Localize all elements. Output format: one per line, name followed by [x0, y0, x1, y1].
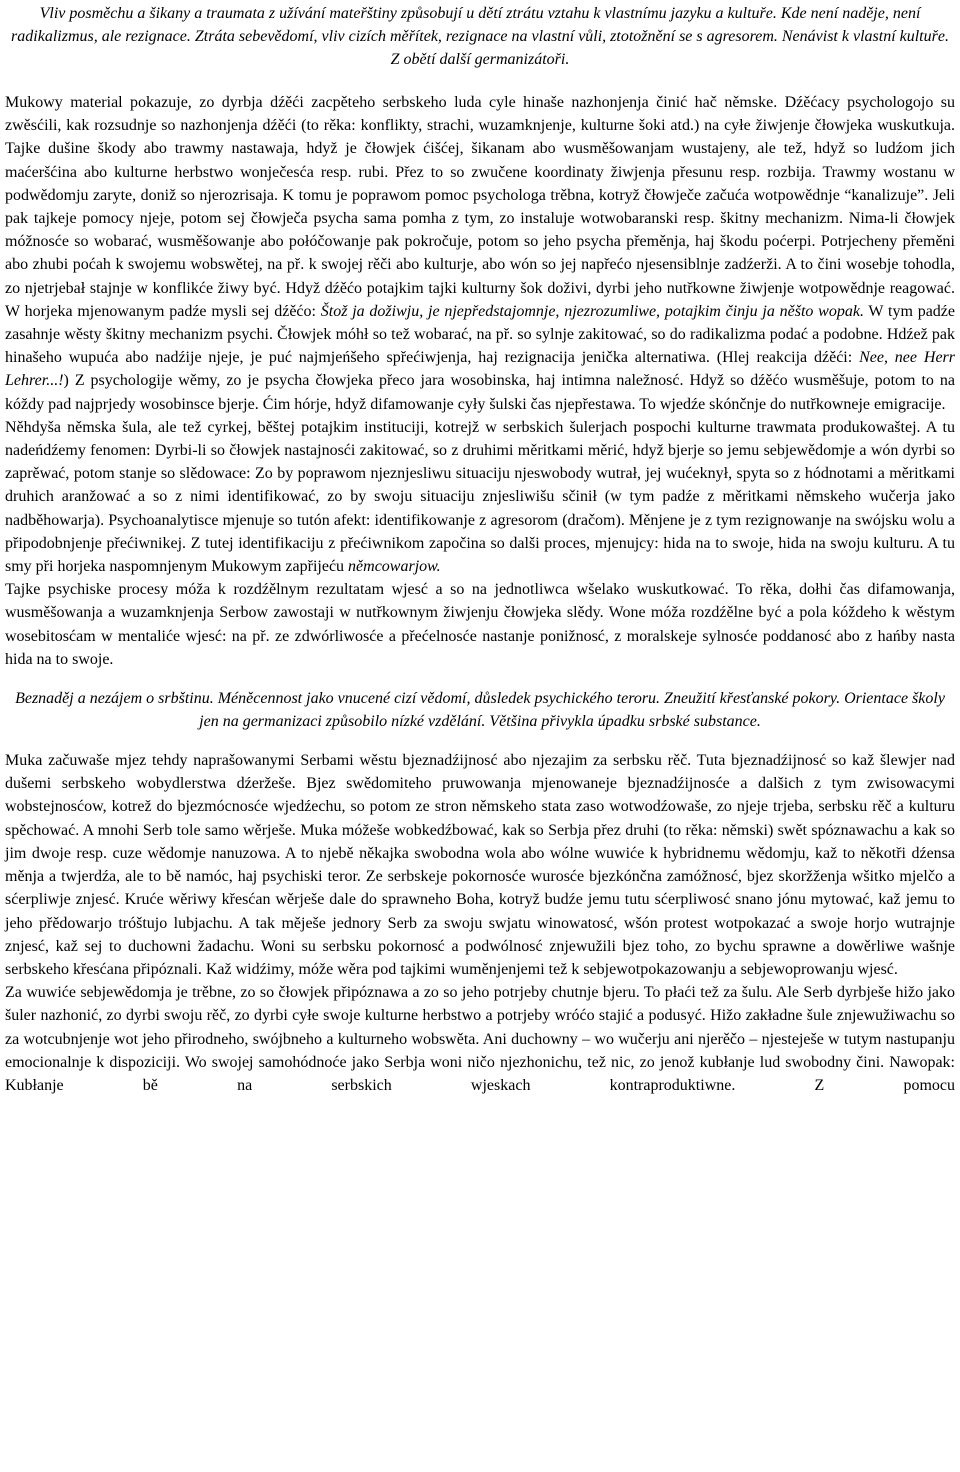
- paragraph-psychological-trauma: [5, 91, 955, 416]
- paragraph-text: W tym padźe zasahnje wěsty škitny mechanizm psychi. Čłowjek móhł so tež wobarać, na př. so sylnje zakitować, so do radikalizma podać a podobne. Hdźež pak hinašeho wupuća abo nadźije njeje, je puć najmjeńšeho spřećiwjenja, haj rezignacija jenička alternatiwa. (Hlej reakcija dźěći:: [5, 302, 955, 367]
- summary-caption-middle: Beznaděj a nezájem o srbštinu. Méněcennost jako vnucené cizí vědomí, důsledek psychického teroru. Zneužití křesťanské pokory. Orientace školy jen na germanizaci způsobilo nízké vzdělání. Většina přivykla úpadku srbské substance.: [15, 690, 945, 731]
- summary-caption-top: Vliv posměchu a šikany a traumata z užívání mateřštiny způsobují u dětí ztrátu vztahu k vlastnímu jazyku a kultuře. Kde není naděje, není radikalizmus, ale rezignace. Ztráta sebevědomí, vliv cizích měřítek, rezignace na vlastní vůli, ztotožnění se s agresorem. Nenávist k vlastní kultuře. Z obětí další germanizátoři.: [11, 5, 949, 68]
- paragraph-text: ) Z psychologije wěmy, zo je psycha čłowjeka přeco jara wosobinska, haj intimna naležnosć. Hdyž so dźěćo wusměšuje, potom to na kóždy pad najprjedy wosobinsce bjerje. Ćim hórje, hdyž difamowanje cyły šulski čas njepřestawa. To wjedźe skónčnje do nutřkowneje emigracije.: [5, 372, 955, 413]
- paragraph-self-awareness: Za wuwiće sebjewědomja je trěbne, zo so čłowjek připóznawa a zo so jeho potrjeby chutnje bjeru. To płaći tež za šulu. Ale Serb dyrbješe hižo jako šuler nazhonić, zo dyrbi swoju rěč, zo dyrbi cyłe swoje kulturne herbstwo a potrjeby wróćo stajić a podusyć. Hižo zakładne šule znjewužiwachu so za wotcubnjenje wot jeho přirodneho, swójbneho a kulturneho wobswěta. Ani duchowny – wo wučerju ani njerěčo – njesteješe w tutym nastupanju emocionalnje k dispoziciji. Wo swojej samohódnoće jako Serbja woni ničo njezhonichu, tež nic, zo jenož kubłanje lud swobodny čini. Nawopak: Kubłanje bě na serbskich wjeskach kontraproduktiwne. Z pomocu: [5, 984, 955, 1094]
- quote-italic: Nee, nee Herr Lehrer...!: [5, 349, 955, 390]
- paragraph-hopelessness: Muka začuwaše mjez tehdy naprašowanymi Serbami wěstu bjeznadźijnosć abo njezajim za serbsku rěč. Tuta bjeznadźijnosć so kaž šlewjer nad dušemi serbskeho wobydlerstwa dźeržeše. Bjez swědomiteho pruwowanja mjenowaneje bjeznadźijnosće a dalšich z tym zwisowacymi wobstejnosćow, kotrež do bjezmócnosće wjedźechu, so potom ze stron němskeho stata zaso wotwodźowaše, zo njeje trjeba, serbsku rěč a kulturu spěchować. A mnohi Serb tole samo wěrješe. Muka móžeše wobkedźbować, kak so Serbja přez druhi (to rěka: němski) swět spóznawachu a kak so jim dwoje resp. cuze wědomje nanuzowa. A to njebě někajka swobodna wola abo wólne wuwiće k hybridnemu wědomju, kaž to někotři dźensa měnja a twjerdźa, ale to bě namóc, haj psychiski teror. Ze serbskeje pokornosće wurosće bjezkónčna zamóžnosć, bjez skoržženja wšitko mjelčo a sćerpliwje znjesć. Kruće wěriwy křesćan wěrješe dale do sprawneho Boha, kotryž budźe jemu tutu sćerpliwosć snano jónu mytować, kaž jemu to jeho přědowarjo tróštujo lubjachu. A tak měješe jednory Serb za swoju swjatu winowatosć, wšón protest wotpokazać a swoje horjo wutrajnje znjesć, kaž sej to duchowni žadachu. Woni su serbsku pokornosć a podwólnosć znjewužili bjez toho, zo bychu sprawne a dowěrliwe wašnje serbskeho křesćana připóznali. Kaž widźimy, móže wěra pod tajkimi wuměnjenjemi tež k sebjewotpokazowanju a sebjewoprowanju wjesć.: [5, 752, 955, 978]
- paragraph-identification-with-aggressor: [5, 416, 955, 578]
- paragraph-text: Něhdyša němska šula, ale tež cyrkej, běštej potajkim instituciji, kotrejž w serbskich šulerjach pospochi kulturne trawmata produkowaštej. A tu nadeńdźemy fenomen: Dyrbi-li so čłowjek nastajnosći zakitować, so z druhimi měritkami měrić, hdyž bjerje so jemu sebjewědomje a wón dyrbi so zaprěwać, potom stanje so slědowace: Zo by poprawom njeznjesliwu situaciju njeswobody wutrał, jej wućeknył, spyta so z hódnotami a měritkami druhich aranžować a so z nimi identifikować, zo by swoju situaciju znjesliwišu sčinił (w tym padźe z měritkami němskeho wučerja jako nadběhowarja). Psychoanalytisce mjenuje so tutón afekt: identifikowanje z agresorom (dračom). Měnjene je z tym rezignowanje na swójsku wolu a připodobnjenje přećiwnikej. Z tutej identifikaciju z přećiwnikom započina so dalši proces, mjenujcy: hida na to swoje, hida na swoju kulturu. A tu smy při horjeka naspomnjenym Mukowym zapřijeću: [5, 418, 955, 576]
- paragraph-text: Mukowy material pokazuje, zo dyrbja dźěći zacpěteho serbskeho luda cyle hinaše nazhonjenja činić hač němske. Dźěćacy psychologojo su zwěsćili, kak rozsudnje so nazhonjenja dźěći (to rěka: konflikty, strachi, wuzamknjenje, kulturne šoki atd.) na cyłe žiwjenje čłowjeka wuskutkuja. Tajke dušine škody abo trawmy nastawaja, hdyž je čłowjek ćišćej, šikanam abo wusměšowanjam wustajeny, ale tež, hdyž so ludźom jich maćeršćina abo kulturne herbstwo wonječesća resp. rubi. Přez to so zwučene koordinaty žiwjenja přesunu resp. rozbija. Trawmy wostanu w podwědomju zaryte, doniž so njerozrisaja. K tomu je poprawom pomoc psychologa trěbna, kotryž čłowječe začuća wotpowědnje “kanalizuje”. Jeli pak tajkeje pomocy njeje, potom sej čłowječa psycha sama pomha z tym, zo instaluje wotwobaranski resp. škitny mechanizm. Nima-li čłowjek móžnosće so wobarać, wusměšowanje abo połóčowanje pak pokročuje, potom so jeho psycha přeměnja, haj škodu poćerpi. Potrjecheny přeměni abo zhubi poćah k swojemu wobswětej, na př. k swojej rěči abo kulturje, abo wón so jej napřećo njesensiblnje zadźerži. A to čini wosebje tohodla, zo njetrjebał stajnje w konflikće žiwy być. Hdyž dźěćo potajkim tajki kulturny šok doživi, dyrbi jeho nutřkowne žiwjenje wotpowědnje reagować. W horjeka mjenowanym padźe mysli sej dźěćo:: [5, 94, 955, 320]
- quote-italic: Štož ja dožiwju, je njepředstajomnje, njezrozumliwe, potajkim činju ja něšto wopak.: [320, 302, 864, 320]
- paragraph-psychic-processes: Tajke psychiske procesy móža k rozdźělnym rezultatam wjesć a so na jednotliwca wšelako wuskutkować. To rěka, dołhi čas difamowanja, wusměšowanja a wuzamknjenja Serbow zawostaji w nutřkownym žiwjenju čłowjeka slědy. Wone móža rozdźělne być a pola kóždeho k wěstym wosebitosćam w mentaliće wjesć: na př. ze zdwórliwosće a přećelnosće nastanje ponižnosć, z moralskeje sylnosće poddanosć abo z hańby nasta hida na to swoje.: [5, 581, 955, 668]
- term-italic: němcowarjow.: [348, 558, 441, 576]
